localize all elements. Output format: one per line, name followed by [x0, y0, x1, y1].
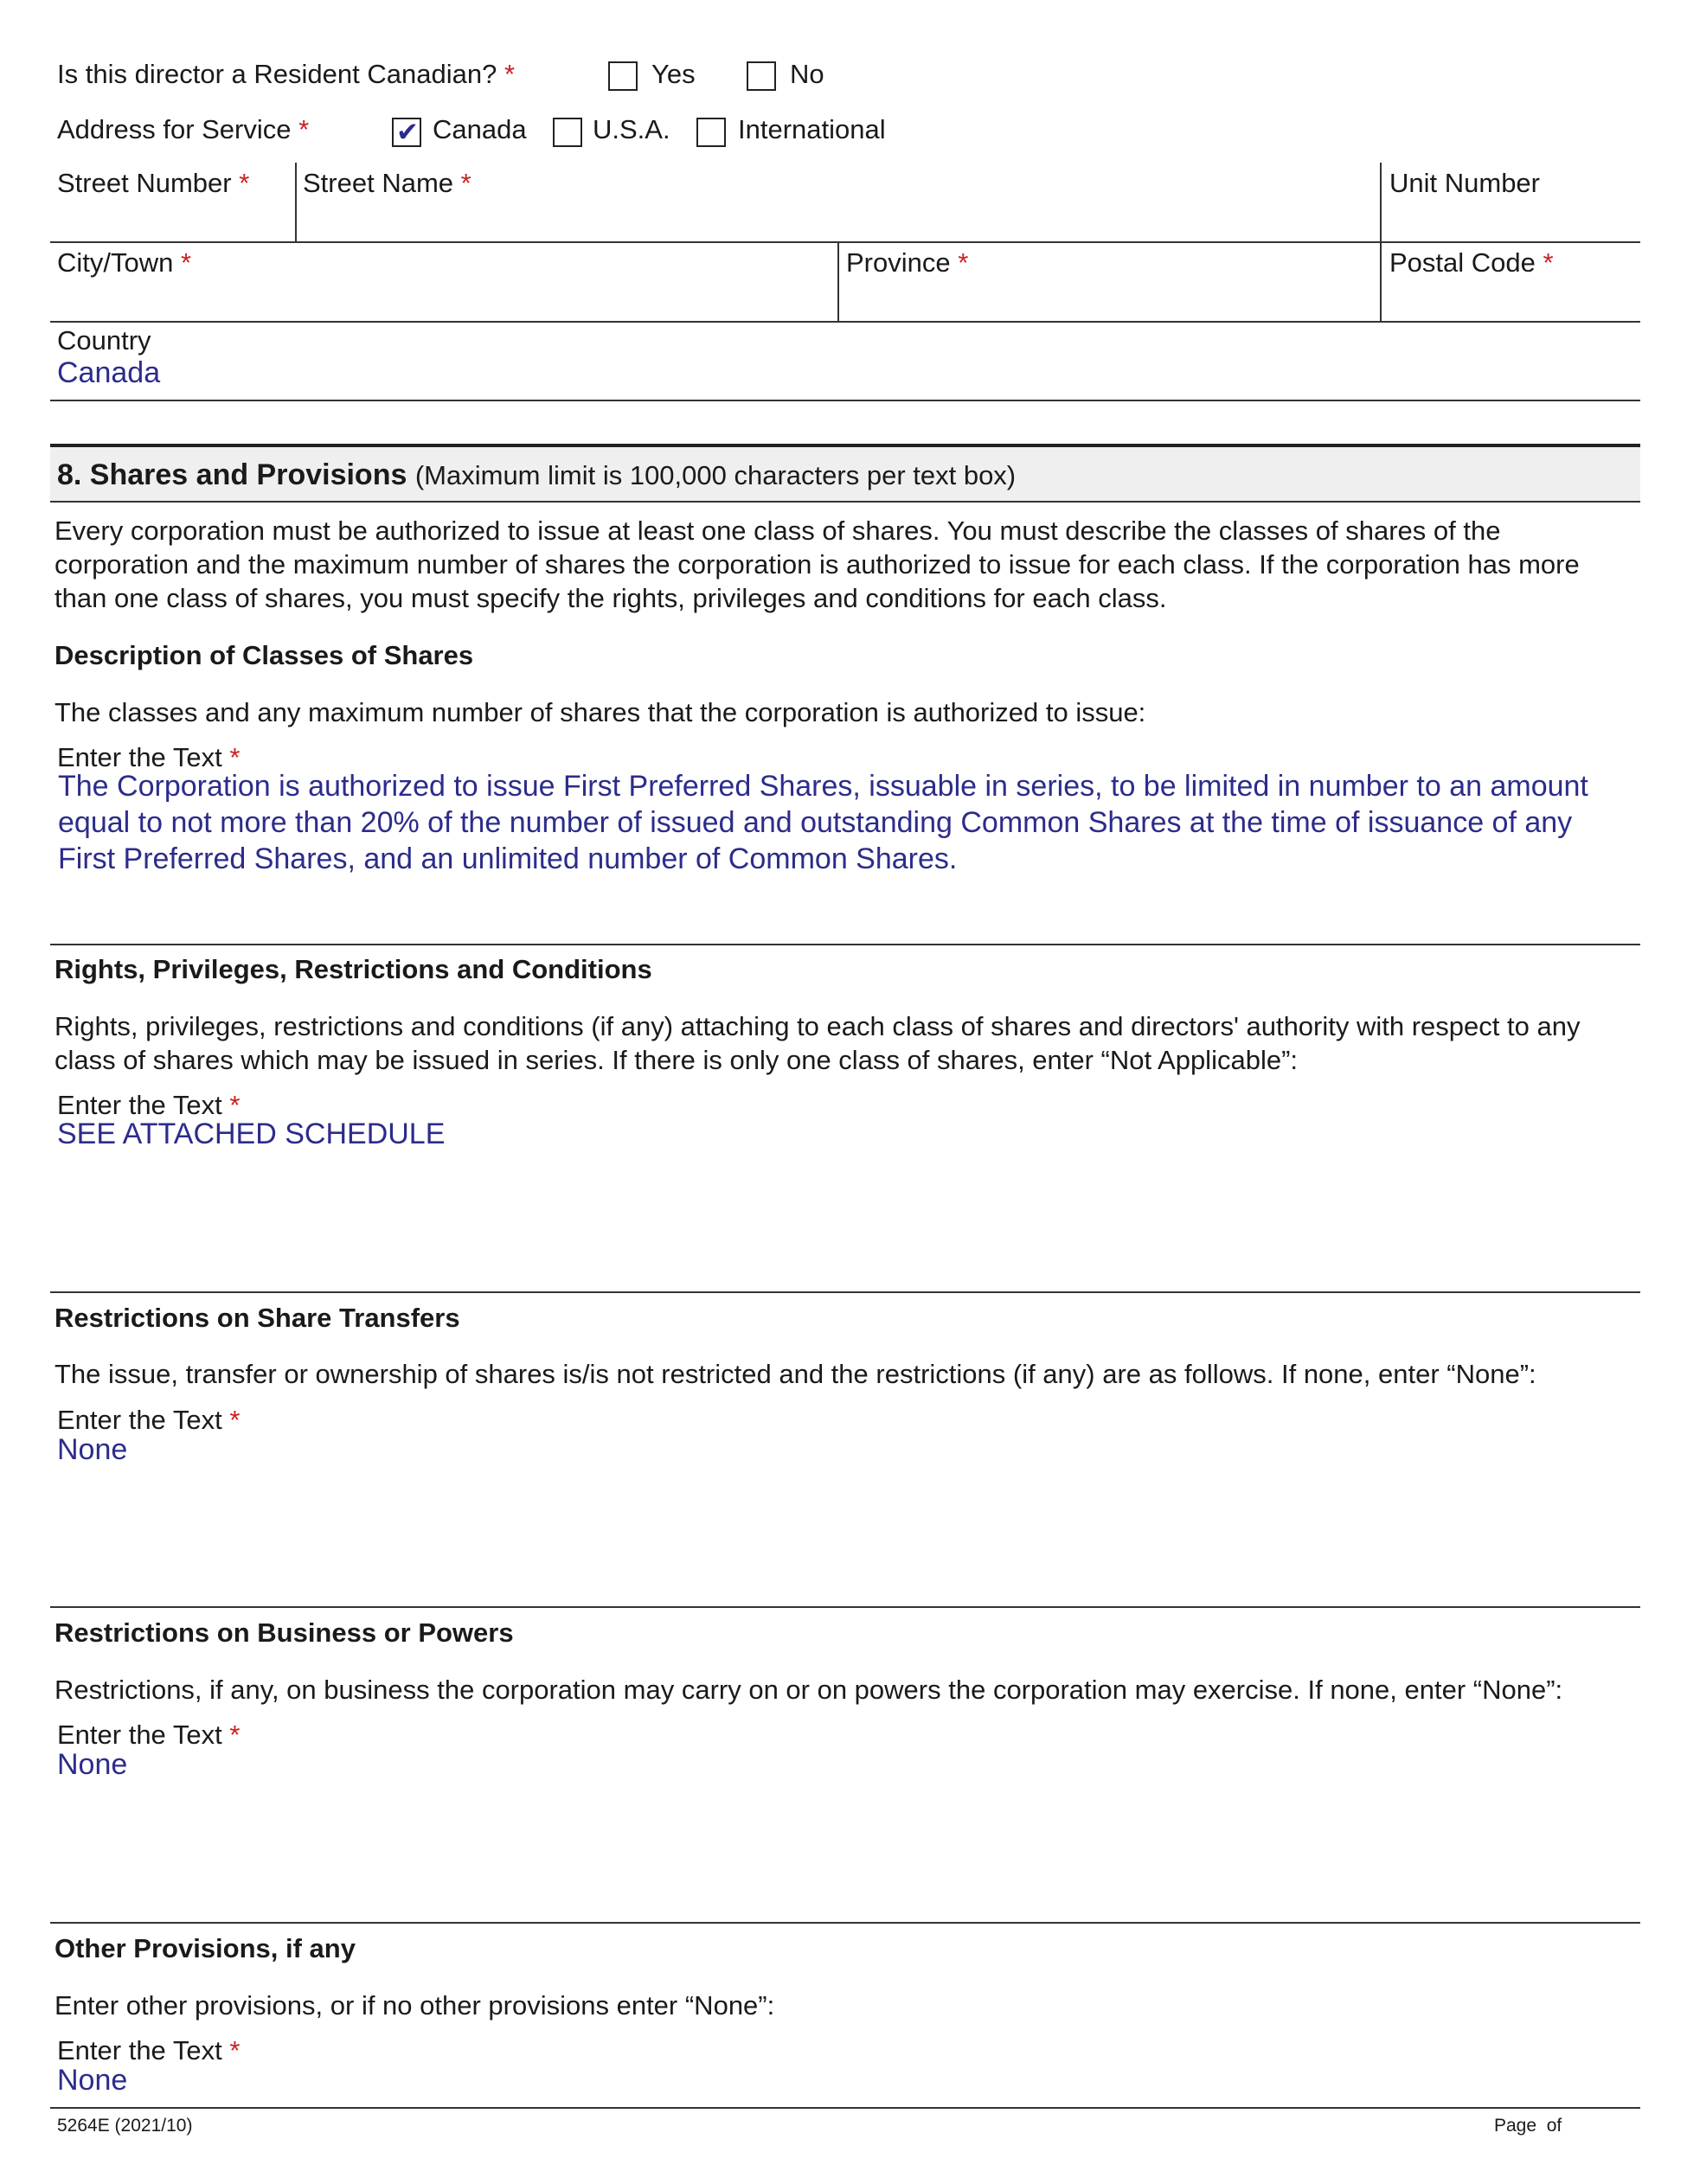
divider	[50, 321, 1640, 323]
divider	[50, 944, 1640, 945]
classes-heading: Description of Classes of Shares	[55, 640, 474, 670]
other-enter-text-label: Enter the Text *	[57, 2035, 241, 2066]
resident-no-checkbox[interactable]	[747, 61, 776, 91]
section-8-intro: Every corporation must be authorized to issue at least one class of shares. You must describe the classes of shares of the corporation and the maximum number of shares the corporation is authorized to issue for each class. If the corporation has more than one class of shares, you must specify the rights, privileges and conditions for each class.	[55, 516, 1580, 613]
divider	[50, 1922, 1640, 1924]
divider	[295, 163, 297, 242]
business-instruction: Restrictions, if any, on business the corporation may carry on or on powers the corporation may exercise. If none, enter “None”:	[55, 1675, 1563, 1705]
transfers-enter-text-label: Enter the Text *	[57, 1405, 241, 1435]
service-canada-label: Canada	[433, 114, 527, 144]
rights-text-value[interactable]: SEE ATTACHED SCHEDULE	[57, 1118, 446, 1150]
checkmark-icon: ✔	[396, 117, 419, 147]
service-usa-label: U.S.A.	[593, 114, 670, 144]
classes-text-value[interactable]: The Corporation is authorized to issue First Preferred Shares, issuable in series, to be limited in number to an amount equal to not more than 20% of the number of issued and outstanding Common Shares at the time of issuance of any First Preferred Shares, and an unlimited number of Common Shares.	[58, 770, 1588, 875]
province-field[interactable]: Province *	[846, 247, 969, 278]
city-field[interactable]: City/Town *	[57, 247, 192, 278]
postal-code-field[interactable]: Postal Code *	[1389, 247, 1554, 278]
rights-enter-text-label: Enter the Text *	[57, 1090, 241, 1120]
service-usa-checkbox[interactable]	[553, 118, 582, 147]
divider	[50, 400, 1640, 401]
business-enter-text-label: Enter the Text *	[57, 1720, 241, 1750]
unit-number-field[interactable]: Unit Number	[1389, 168, 1540, 198]
divider	[837, 242, 839, 322]
street-name-field[interactable]: Street Name *	[303, 168, 471, 198]
section-8-header	[50, 444, 1640, 503]
country-value[interactable]: Canada	[57, 356, 161, 389]
divider	[50, 1291, 1640, 1293]
other-text-value[interactable]: None	[57, 2064, 128, 2097]
classes-instruction: The classes and any maximum number of shares that the corporation is authorized to issue:	[55, 697, 1146, 727]
form-code: 5264E (2021/10)	[57, 2116, 193, 2136]
other-instruction: Enter other provisions, or if no other provisions enter “None”:	[55, 1990, 775, 2021]
other-heading: Other Provisions, if any	[55, 1933, 356, 1963]
resident-no-label: No	[790, 59, 824, 89]
service-international-label: International	[738, 114, 886, 144]
page-number: Page of	[1494, 2116, 1562, 2136]
business-heading: Restrictions on Business or Powers	[55, 1617, 514, 1648]
rights-instruction: Rights, privileges, restrictions and conditions (if any) attaching to each class of shares and directors' authority with respect to any class of shares which may be issued in series. If there is only one class of shares, enter “Not Applicable”:	[55, 1011, 1581, 1075]
resident-question: Is this director a Resident Canadian? *	[57, 59, 516, 89]
divider	[50, 1606, 1640, 1608]
resident-yes-label: Yes	[651, 59, 696, 89]
service-international-checkbox[interactable]	[696, 118, 726, 147]
divider	[50, 2107, 1640, 2109]
rights-heading: Rights, Privileges, Restrictions and Conditions	[55, 954, 652, 984]
transfers-text-value[interactable]: None	[57, 1433, 128, 1466]
business-text-value[interactable]: None	[57, 1748, 128, 1781]
country-label: Country	[57, 325, 151, 355]
transfers-heading: Restrictions on Share Transfers	[55, 1303, 460, 1333]
street-number-field[interactable]: Street Number *	[57, 168, 250, 198]
service-canada-checkbox[interactable]	[392, 118, 421, 147]
divider	[50, 241, 1640, 243]
transfers-instruction: The issue, transfer or ownership of shares is/is not restricted and the restrictions (if any) are as follows. If none, enter “None”:	[55, 1359, 1536, 1389]
address-for-service-label: Address for Service *	[57, 114, 310, 144]
resident-yes-checkbox[interactable]	[608, 61, 638, 91]
classes-enter-text-label: Enter the Text *	[57, 742, 241, 772]
section-8-title: 8. Shares and Provisions (Maximum limit is 100,000 characters per text box)	[57, 458, 1017, 491]
